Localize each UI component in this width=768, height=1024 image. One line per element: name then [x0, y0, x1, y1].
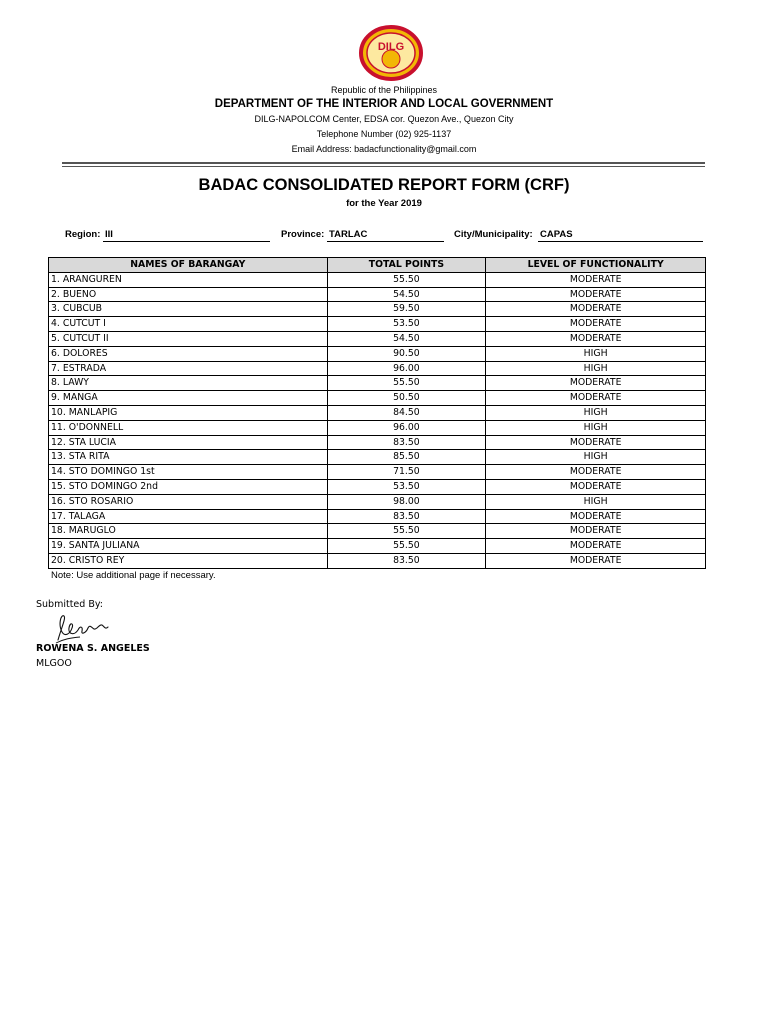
table-row [49, 317, 706, 332]
total-points-cell: 54.50 [327, 287, 486, 302]
barangay-name-cell: 19. SANTA JULIANA [49, 539, 328, 554]
total-points-cell: 55.50 [327, 376, 486, 391]
barangay-name-cell: 11. O'DONNELL [49, 420, 328, 435]
functionality-level-cell: MODERATE [486, 539, 706, 554]
barangay-name-cell: 2. BUENO [49, 287, 328, 302]
total-points-cell: 54.50 [327, 331, 486, 346]
table-row [49, 465, 706, 480]
functionality-level-cell: MODERATE [486, 376, 706, 391]
table-row [49, 539, 706, 554]
barangay-name-cell: 8. LAWY [49, 376, 328, 391]
total-points-cell: 98.00 [327, 494, 486, 509]
total-points-cell: 55.50 [327, 539, 486, 554]
column-header: LEVEL OF FUNCTIONALITY [486, 258, 706, 273]
department-name: DEPARTMENT OF THE INTERIOR AND LOCAL GOVERNMENT [214, 98, 554, 110]
table-row [49, 553, 706, 568]
barangay-name-cell: 3. CUBCUB [49, 302, 328, 317]
table-row [49, 509, 706, 524]
total-points-cell: 96.00 [327, 361, 486, 376]
functionality-level-cell: MODERATE [486, 287, 706, 302]
barangay-name-cell: 5. CUTCUT II [49, 331, 328, 346]
region-label: Region: [65, 229, 101, 240]
functionality-level-cell: MODERATE [486, 465, 706, 480]
functionality-level-cell: MODERATE [486, 391, 706, 406]
table-row [49, 420, 706, 435]
column-header: TOTAL POINTS [327, 258, 486, 273]
table-row [49, 405, 706, 420]
functionality-level-cell: MODERATE [486, 302, 706, 317]
submitted-by-label: Submitted By: [36, 599, 103, 610]
region-value: III [103, 229, 270, 242]
total-points-cell: 84.50 [327, 405, 486, 420]
barangay-name-cell: 17. TALAGA [49, 509, 328, 524]
total-points-cell: 59.50 [327, 302, 486, 317]
functionality-level-cell: MODERATE [486, 317, 706, 332]
city-label: City/Municipality: [454, 229, 533, 240]
email-line: Email Address: badacfunctionality@gmail.com [291, 144, 477, 154]
table-row [49, 272, 706, 287]
signatory-name: ROWENA S. ANGELES [36, 643, 150, 654]
form-subtitle: for the Year 2019 [346, 198, 422, 209]
table-row [49, 331, 706, 346]
address-line: DILG-NAPOLCOM Center, EDSA cor. Quezon Ave., Quezon City [254, 114, 514, 124]
functionality-level-cell: HIGH [486, 361, 706, 376]
functionality-level-cell: MODERATE [486, 524, 706, 539]
barangay-name-cell: 9. MANGA [49, 391, 328, 406]
functionality-level-cell: MODERATE [486, 435, 706, 450]
functionality-level-cell: HIGH [486, 450, 706, 465]
table-note: Note: Use additional page if necessary. [51, 570, 216, 581]
barangay-name-cell: 13. STA RITA [49, 450, 328, 465]
total-points-cell: 53.50 [327, 479, 486, 494]
functionality-level-cell: HIGH [486, 494, 706, 509]
table-row [49, 494, 706, 509]
total-points-cell: 50.50 [327, 391, 486, 406]
province-label: Province: [281, 229, 325, 240]
table-row [49, 450, 706, 465]
barangay-name-cell: 14. STO DOMINGO 1st [49, 465, 328, 480]
table-row [49, 346, 706, 361]
table-row [49, 302, 706, 317]
total-points-cell: 55.50 [327, 524, 486, 539]
dilg-seal-logo [359, 25, 423, 81]
barangay-name-cell: 12. STA LUCIA [49, 435, 328, 450]
header-divider-thin [62, 166, 705, 167]
barangay-name-cell: 18. MARUGLO [49, 524, 328, 539]
total-points-cell: 96.00 [327, 420, 486, 435]
barangay-name-cell: 15. STO DOMINGO 2nd [49, 479, 328, 494]
table-row [49, 376, 706, 391]
functionality-level-cell: MODERATE [486, 331, 706, 346]
total-points-cell: 83.50 [327, 435, 486, 450]
logo-text: DILG [377, 41, 405, 53]
column-header: NAMES OF BARANGAY [49, 258, 328, 273]
barangay-name-cell: 20. CRISTO REY [49, 553, 328, 568]
functionality-level-cell: MODERATE [486, 509, 706, 524]
functionality-level-cell: HIGH [486, 346, 706, 361]
barangay-name-cell: 10. MANLAPIG [49, 405, 328, 420]
total-points-cell: 90.50 [327, 346, 486, 361]
table-row [49, 435, 706, 450]
header-divider [62, 162, 705, 164]
barangay-table [48, 257, 706, 569]
barangay-name-cell: 6. DOLORES [49, 346, 328, 361]
total-points-cell: 53.50 [327, 317, 486, 332]
telephone-line: Telephone Number (02) 925-1137 [316, 129, 452, 139]
barangay-name-cell: 7. ESTRADA [49, 361, 328, 376]
barangay-name-cell: 4. CUTCUT I [49, 317, 328, 332]
signatory-position: MLGOO [36, 658, 72, 669]
functionality-level-cell: MODERATE [486, 553, 706, 568]
barangay-name-cell: 1. ARANGUREN [49, 272, 328, 287]
functionality-level-cell: HIGH [486, 420, 706, 435]
table-row [49, 287, 706, 302]
city-value: CAPAS [538, 229, 703, 242]
table-row [49, 361, 706, 376]
form-title: BADAC CONSOLIDATED REPORT FORM (CRF) [198, 176, 570, 194]
total-points-cell: 71.50 [327, 465, 486, 480]
province-value: TARLAC [327, 229, 444, 242]
table-row [49, 524, 706, 539]
table-row [49, 391, 706, 406]
total-points-cell: 55.50 [327, 272, 486, 287]
table-header-row [49, 258, 706, 273]
republic-line: Republic of the Philippines [330, 85, 438, 95]
barangay-name-cell: 16. STO ROSARIO [49, 494, 328, 509]
handwritten-signature [52, 612, 112, 646]
table-row [49, 479, 706, 494]
functionality-level-cell: MODERATE [486, 479, 706, 494]
total-points-cell: 85.50 [327, 450, 486, 465]
functionality-level-cell: MODERATE [486, 272, 706, 287]
total-points-cell: 83.50 [327, 509, 486, 524]
functionality-level-cell: HIGH [486, 405, 706, 420]
total-points-cell: 83.50 [327, 553, 486, 568]
